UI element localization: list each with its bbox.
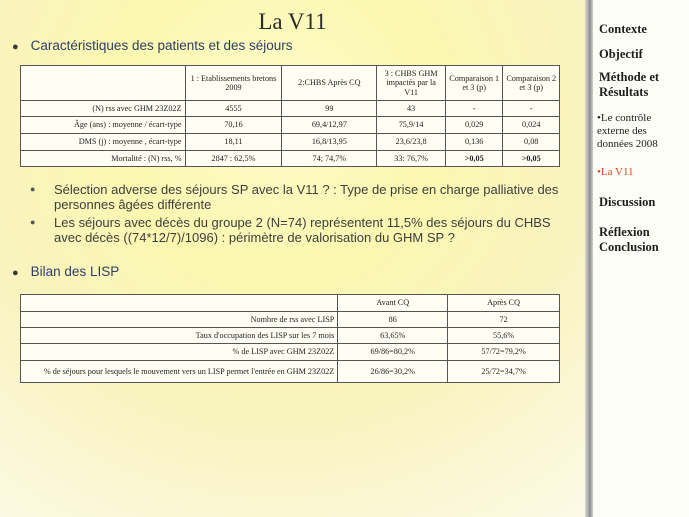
table-row: [21, 344, 560, 361]
table-cell: -: [445, 101, 503, 117]
table-cell: 99: [282, 101, 377, 117]
header-cell: Après CQ: [448, 295, 560, 312]
table-cell: 43: [377, 101, 446, 117]
table-cell: 2847 : 62,5%: [185, 151, 282, 167]
table-cell: >0,05: [445, 151, 503, 167]
nav-item-controle-externe[interactable]: •Le contrôle externe des données 2008: [597, 112, 658, 150]
table-cell: 74; 74,7%: [282, 151, 377, 167]
bullet-icon: ●: [30, 184, 36, 194]
header-cell: 3 : CHBS GHM impactés par la V11: [377, 66, 446, 101]
bullet-deces: ● Les séjours avec décès du groupe 2 (N=74) représentent 11,5% des séjours du CHBS avec décès ((74*12/7)/1096) : périmètre de valorisation du GHM SP ?: [30, 215, 551, 245]
row-label: % de LISP avec GHM 23Z02Z: [21, 344, 338, 361]
header-cell: 2:CHBS Après CQ: [282, 66, 377, 101]
table-cell: 16,8/13,95: [282, 134, 377, 151]
table-cell: 23,6/23,8: [377, 134, 446, 151]
table-cell: 55,6%: [448, 328, 560, 344]
bullet-adverse-selection: ● Sélection adverse des séjours SP avec la V11 ? : Type de prise en charge palliative des personnes âgées différente: [30, 182, 559, 212]
row-label: DMS (j) : moyenne , écart-type: [21, 134, 186, 151]
table-header-row: [21, 295, 560, 312]
nav-item-reflexion[interactable]: Réflexion Conclusion: [599, 225, 659, 254]
table-cell: 72: [448, 312, 560, 328]
patients-table: [20, 65, 560, 167]
section-lisp-heading: ● Bilan des LISP: [12, 264, 120, 279]
nav-item-objectif[interactable]: Objectif: [599, 47, 643, 61]
row-label: Nombre de rss avec LISP: [21, 312, 338, 328]
table-cell: 0,08: [503, 134, 560, 151]
header-cell: Avant CQ: [338, 295, 448, 312]
nav-item-v11[interactable]: •La V11: [597, 166, 634, 178]
table-cell: >0,05: [503, 151, 560, 167]
table-cell: 69/86=80,2%: [338, 344, 448, 361]
table-cell: 69,4/12,97: [282, 117, 377, 134]
table-cell: 26/86=30,2%: [338, 361, 448, 383]
row-label: Âge (ans) : moyenne / écart-type: [21, 117, 186, 134]
table-cell: 57/72=79,2%: [448, 344, 560, 361]
slide-title: La V11: [258, 9, 327, 34]
bullet-icon: ●: [12, 267, 19, 279]
row-label: % de séjours pour lesquels le mouvement vers un LISP permet l'entrée en GHM 23Z02Z: [21, 361, 338, 383]
table-row: [21, 117, 560, 134]
nav-item-discussion[interactable]: Discussion: [599, 195, 656, 209]
table-row: [21, 312, 560, 328]
table-cell: 4555: [185, 101, 282, 117]
row-label: (N) rss avec GHM 23Z02Z: [21, 101, 186, 117]
bullet-icon: ●: [12, 41, 19, 53]
nav-item-contexte[interactable]: Contexte: [599, 22, 647, 36]
section-patients-heading: ● Caractéristiques des patients et des séjours: [12, 38, 293, 53]
panel-divider: [585, 0, 593, 517]
header-cell: [21, 66, 186, 101]
table-cell: 25/72=34,7%: [448, 361, 560, 383]
table-cell: -: [503, 101, 560, 117]
table-cell: 18,11: [185, 134, 282, 151]
row-label: Taux d'occupation des LISP sur les 7 mois: [21, 328, 338, 344]
table-cell: 0,024: [503, 117, 560, 134]
header-cell: Comparaison 2 et 3 (p): [503, 66, 560, 101]
table-cell: 0,029: [445, 117, 503, 134]
table-cell: 86: [338, 312, 448, 328]
table-header-row: [21, 66, 560, 101]
table-row: [21, 361, 560, 383]
nav-item-methode[interactable]: Méthode et Résultats: [599, 70, 660, 99]
table-row: [21, 134, 560, 151]
header-cell: 1 : Etablissements bretons 2009: [185, 66, 282, 101]
navigation-sidebar: [593, 0, 689, 517]
table-row: [21, 328, 560, 344]
table-cell: 63,65%: [338, 328, 448, 344]
table-cell: 75,9/14: [377, 117, 446, 134]
bullet-icon: ●: [30, 217, 36, 227]
table-cell: 70,16: [185, 117, 282, 134]
table-row: [21, 101, 560, 117]
table-row: [21, 151, 560, 167]
table-cell: 33: 76,7%: [377, 151, 446, 167]
lisp-table: [20, 294, 560, 383]
header-cell: Comparaison 1 et 3 (p): [445, 66, 503, 101]
row-label: Mortalité : (N) rss, %: [21, 151, 186, 167]
header-cell: [21, 295, 338, 312]
table-cell: 0,136: [445, 134, 503, 151]
